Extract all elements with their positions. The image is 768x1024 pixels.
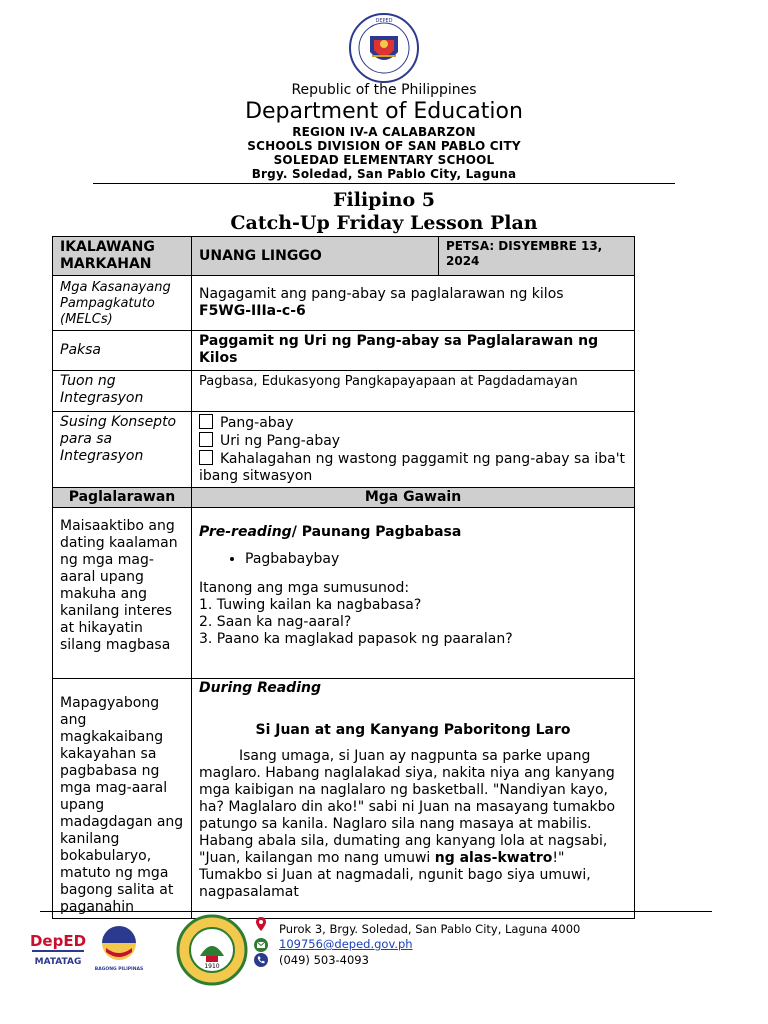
- footer-address: Purok 3, Brgy. Soledad, San Pablo City, Laguna 4000: [279, 922, 581, 936]
- date-cell: PETSA: DISYEMBRE 13, 2024: [439, 237, 635, 276]
- table-row: [53, 679, 635, 919]
- footer-phone: (049) 503-4093: [279, 953, 369, 967]
- list-item: • Pagbabaybay: [245, 551, 627, 568]
- address-line: Brgy. Soledad, San Pablo City, Laguna: [251, 167, 517, 181]
- melc-text: Nagagamit ang pang-abay sa paglalarawan ng kilos: [199, 286, 564, 302]
- checkbox-icon: [199, 432, 213, 447]
- deped-logo-text: DepED: [29, 932, 87, 950]
- question-item: 2. Saan ka nag-aaral?: [199, 614, 352, 630]
- week-cell: UNANG LINGGO: [192, 237, 439, 276]
- column-header-left: Paglalarawan: [53, 488, 192, 508]
- school-line: SOLEDAD ELEMENTARY SCHOOL: [273, 153, 495, 167]
- footer-divider: [40, 911, 712, 912]
- republic-line: Republic of the Philippines: [291, 82, 477, 98]
- prereading-cell: [192, 508, 635, 679]
- region-line: REGION IV-A CALABARZON: [292, 125, 476, 139]
- concept-text: Uri ng Pang-abay: [220, 433, 341, 449]
- table-row: [53, 412, 635, 488]
- story-title: Si Juan at ang Kanyang Paboritong Laro: [255, 722, 571, 738]
- location-pin-icon: [253, 916, 269, 932]
- quarter-cell: IKALAWANG MARKAHAN: [53, 237, 192, 276]
- story-bold-text: ng alas-kwatro: [434, 850, 553, 866]
- story-paragraph: [199, 748, 627, 901]
- list-item: [199, 432, 627, 450]
- during-reading-heading: During Reading: [199, 680, 321, 696]
- during-reading-description: Mapagyabong ang magkakaibang kakayahan sa pagbabasa ng mga mag-aaral upang madagdagan ang kanilang bokabularyo, matuto ng mga bagong salita at paganahin: [53, 679, 192, 919]
- phone-icon: [253, 952, 269, 968]
- melc-cell: [192, 276, 635, 331]
- prereading-description: Maisaaktibo ang dating kaalaman ng mga mag-aaral upang makuha ang kanilang interes at hikayatin silang magbasa: [53, 508, 192, 679]
- list-item: [199, 414, 627, 432]
- checkbox-icon: [199, 414, 213, 429]
- deped-matatag-logo: [28, 926, 88, 970]
- concept-text: Kahalagahan ng wastong paggamit ng pang-abay sa iba't ibang sitwasyon: [199, 451, 626, 484]
- matatag-text: MATATAG: [34, 957, 82, 967]
- division-line: SCHOOLS DIVISION OF SAN PABLO CITY: [247, 139, 521, 153]
- deped-seal-icon: [348, 12, 420, 84]
- bagong-pilipinas-logo: [92, 924, 146, 972]
- during-reading-cell: [192, 679, 635, 919]
- email-icon: [253, 937, 269, 953]
- table-row: [53, 276, 635, 331]
- lesson-plan-table: [52, 236, 635, 919]
- plan-title: Catch-Up Friday Lesson Plan: [230, 212, 538, 234]
- header-divider: [93, 183, 675, 184]
- story-text: !" Tumakbo si Juan at nagmadali, ngunit bago siya umuwi, nagpasalamat: [199, 850, 591, 900]
- integration-label: Tuon ng Integrasyon: [53, 371, 192, 412]
- table-row: [53, 488, 635, 508]
- prereading-list: [199, 551, 627, 568]
- subject-title: Filipino 5: [333, 189, 435, 211]
- table-row: [53, 508, 635, 679]
- checkbox-icon: [199, 450, 213, 465]
- department-name: Department of Education: [245, 99, 523, 124]
- melc-code: F5WG-IIIa-c-6: [199, 303, 306, 319]
- svg-text:DEPED: DEPED: [375, 18, 393, 24]
- melc-label: Mga Kasanayang Pampagkatuto (MELCs): [53, 276, 192, 331]
- story-text: Isang umaga, si Juan ay nagpunta sa parke upang maglaro. Habang naglalakad siya, nakita niya ang kanyang mga kaibigan na naglalaro ng basketball. "Nandiyan kayo, ha? Maglalaro din ako!" sabi ni Juan na masayang tumakbo patungo sa kanila. Naglaro sila nang masaya at mabilis. Habang abala sila, dumating ang kanyang lola at nagsabi, "Juan, kailangan mo nang umuwi: [199, 748, 616, 866]
- list-item: [199, 450, 627, 485]
- table-row: [53, 331, 635, 371]
- prereading-prompt: Itanong ang mga sumusunod:: [199, 580, 410, 596]
- question-item: 1. Tuwing kailan ka nagbabasa?: [199, 597, 422, 613]
- school-seal-icon: [176, 914, 248, 986]
- bagong-pilipinas-text: BAGONG PILIPINAS: [94, 967, 144, 972]
- prereading-heading-italic: Pre-reading: [199, 524, 292, 540]
- integration-cell: Pagbasa, Edukasyong Pangkapayapaan at Pagdadamayan: [192, 371, 635, 412]
- question-item: 3. Paano ka maglakad papasok ng paaralan?: [199, 631, 513, 647]
- prereading-heading: [199, 524, 627, 541]
- column-header-right: Mga Gawain: [192, 488, 635, 508]
- table-row: [53, 371, 635, 412]
- topic-cell: Paggamit ng Uri ng Pang-abay sa Paglalarawan ng Kilos: [192, 331, 635, 371]
- table-row: [53, 237, 635, 276]
- concept-text: Pang-abay: [220, 415, 294, 431]
- topic-label: Paksa: [53, 331, 192, 371]
- school-seal-year: 1910: [204, 963, 220, 970]
- concepts-cell: [192, 412, 635, 488]
- concepts-label: Susing Konsepto para sa Integrasyon: [53, 412, 192, 488]
- prereading-heading-rest: / Paunang Pagbabasa: [291, 524, 462, 540]
- footer-email-link[interactable]: 109756@deped.gov.ph: [279, 937, 413, 951]
